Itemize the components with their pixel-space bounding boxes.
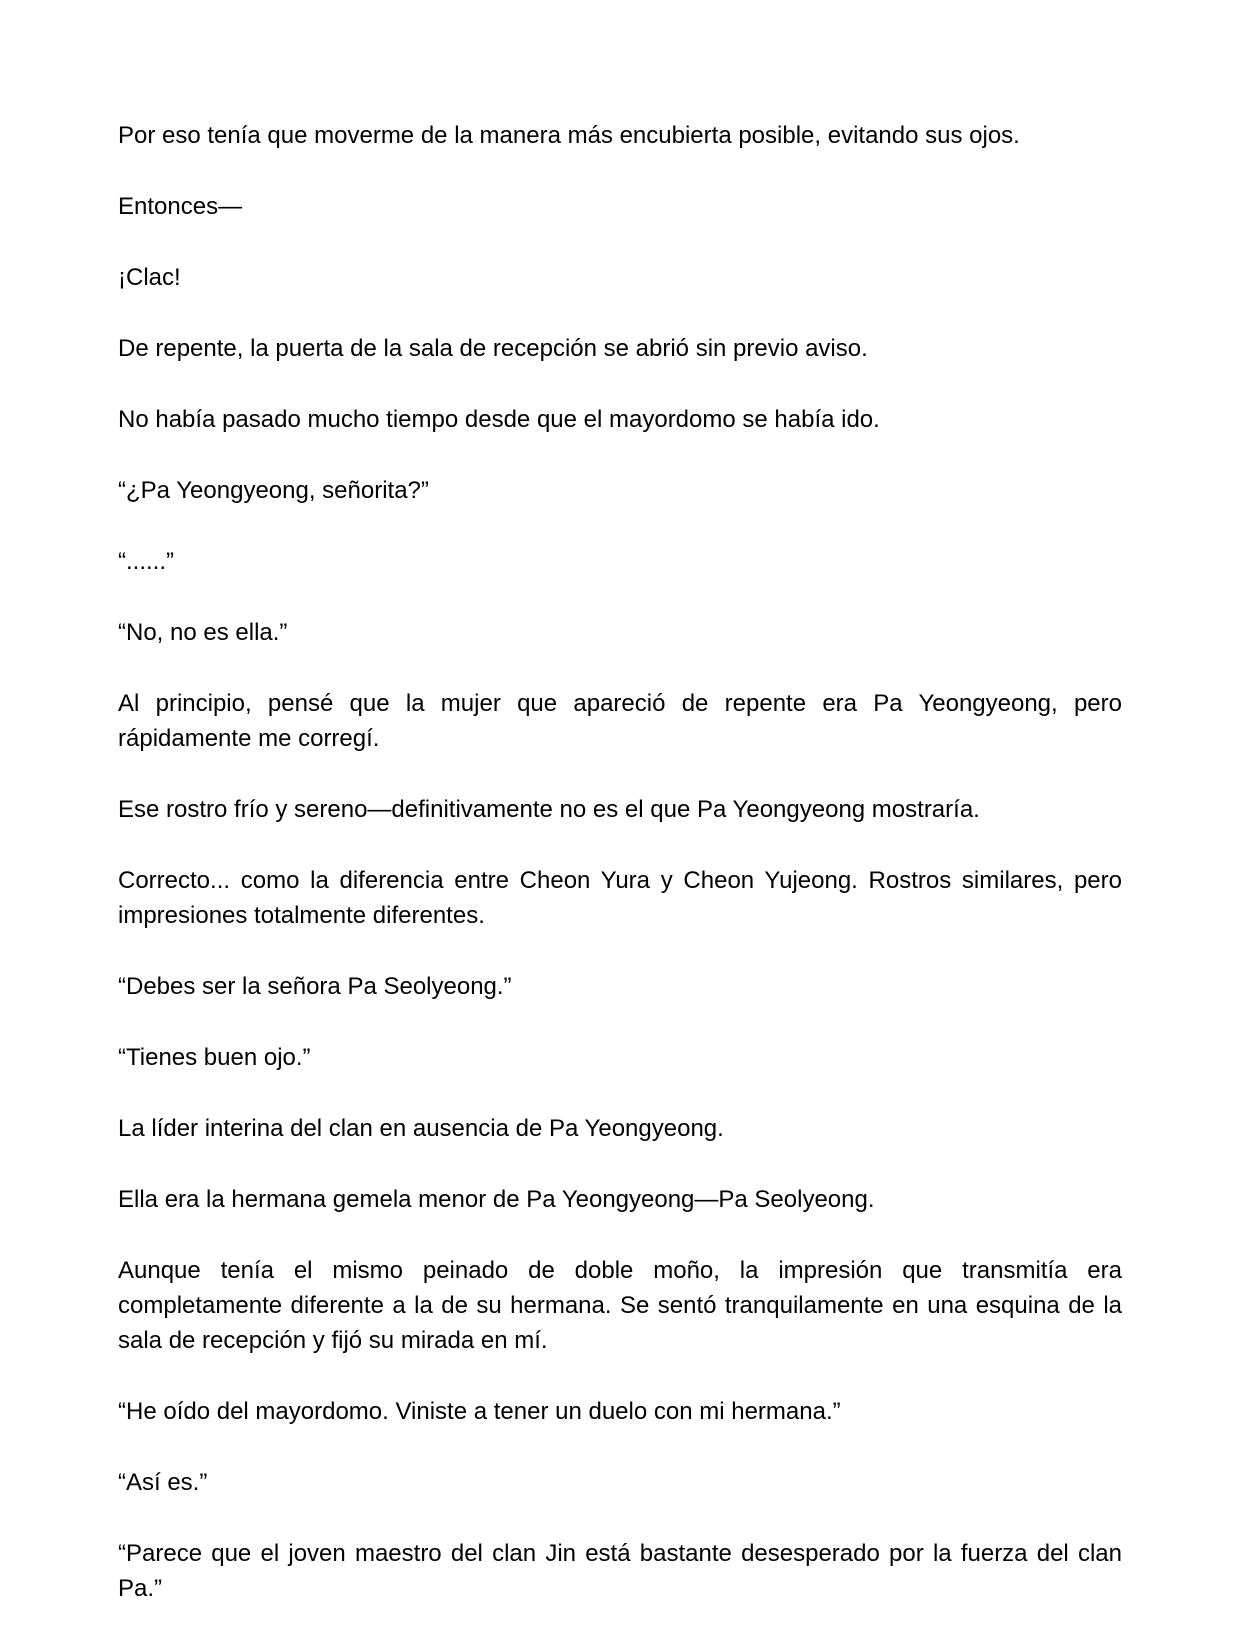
paragraph: Por eso tenía que moverme de la manera más encubierta posible, evitando sus ojos.	[118, 122, 1020, 149]
paragraph: Correcto... como la diferencia entre Cheon Yura y Cheon Yujeong. Rostros similares, pero impresiones totalmente diferentes.	[118, 867, 1122, 929]
paragraph: Entonces—	[118, 193, 243, 220]
paragraph: “¿Pa Yeongyeong, señorita?”	[118, 477, 429, 504]
paragraph: “Debes ser la señora Pa Seolyeong.”	[118, 973, 512, 1000]
paragraph: No había pasado mucho tiempo desde que el mayordomo se había ido.	[118, 406, 880, 433]
paragraph: “He oído del mayordomo. Viniste a tener un duelo con mi hermana.”	[118, 1398, 841, 1425]
paragraph: De repente, la puerta de la sala de recepción se abrió sin previo aviso.	[118, 335, 868, 362]
paragraph: Ella era la hermana gemela menor de Pa Yeongyeong—Pa Seolyeong.	[118, 1186, 875, 1213]
document-body	[118, 118, 1122, 1642]
paragraph: La líder interina del clan en ausencia de Pa Yeongyeong.	[118, 1115, 724, 1142]
paragraph: “Así es.”	[118, 1469, 208, 1496]
paragraph: Al principio, pensé que la mujer que apareció de repente era Pa Yeongyeong, pero rápidamente me corregí.	[118, 690, 1122, 752]
paragraph: “Tienes buen ojo.”	[118, 1044, 311, 1071]
paragraph: ¡Clac!	[118, 264, 181, 291]
paragraph: Ese rostro frío y sereno—definitivamente no es el que Pa Yeongyeong mostraría.	[118, 796, 980, 823]
paragraph: Aunque tenía el mismo peinado de doble moño, la impresión que transmitía era completamente diferente a la de su hermana. Se sentó tranquilamente en una esquina de la sala de recepción y fijó su mirada en mí.	[118, 1257, 1122, 1354]
paragraph: “No, no es ella.”	[118, 619, 288, 646]
paragraph: “Parece que el joven maestro del clan Jin está bastante desesperado por la fuerza del clan Pa.”	[118, 1540, 1122, 1602]
paragraph: “......”	[118, 548, 174, 575]
